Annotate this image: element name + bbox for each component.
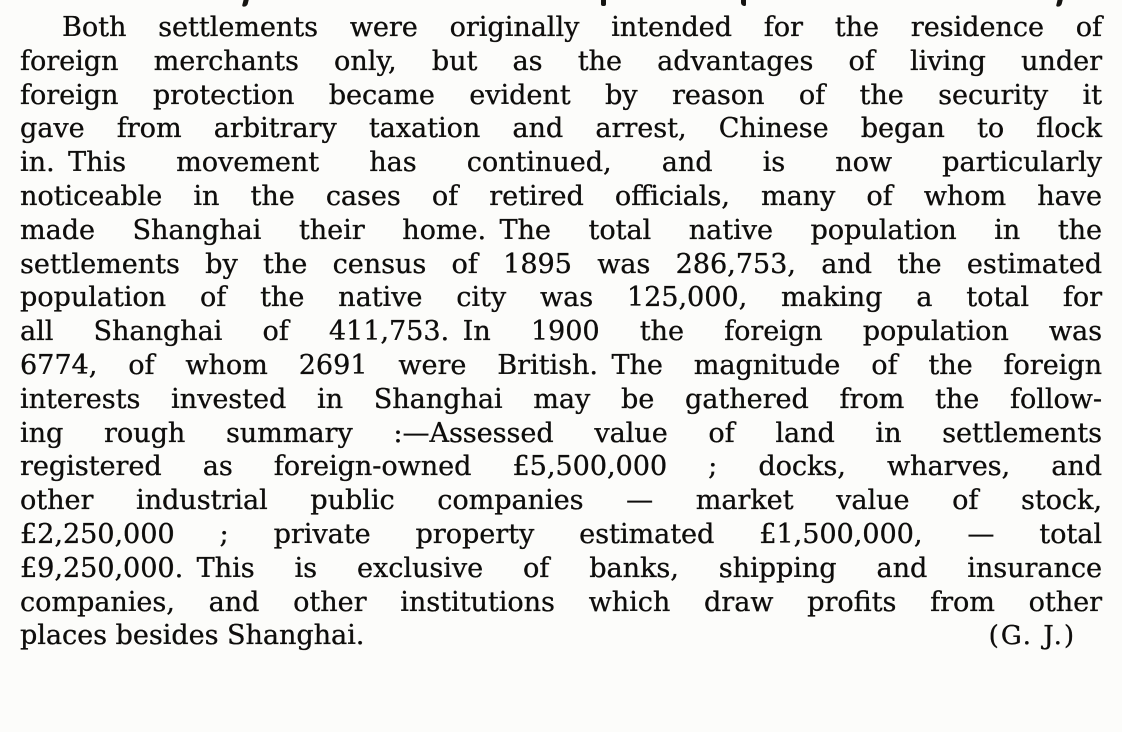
text-line: companies, and other institutions which draw profits from other xyxy=(20,586,1102,618)
text-line: registered as foreign-owned £5,500,000 ; docks, wharves, and xyxy=(20,451,1102,483)
text-line: population of the native city was 125,000, making a total for xyxy=(20,282,1102,314)
clipped-descender-fragment xyxy=(601,0,606,6)
author-initials: (G. J.) xyxy=(988,621,1076,652)
clipped-descender-fragment xyxy=(242,0,249,7)
last-line-text: places besides Shanghai. xyxy=(20,620,365,652)
text-line: noticeable in the cases of retired officials, many of whom have xyxy=(20,180,1102,212)
text-line: all Shanghai of 411,753. In 1900 the foreign population was xyxy=(20,316,1102,348)
text-line: in. This movement has continued, and is now particularly xyxy=(20,147,1102,179)
text-line: £2,250,000 ; private property estimated £1,500,000, — total xyxy=(20,518,1102,550)
text-line: other industrial public companies — market value of stock, xyxy=(20,485,1102,517)
text-line: foreign protection became evident by reason of the security it xyxy=(20,79,1102,111)
text-line: made Shanghai their home. The total native population in the xyxy=(20,214,1102,246)
text-line: ing rough summary :—Assessed value of land in settlements xyxy=(20,417,1102,449)
text-line: settlements by the census of 1895 was 286,753, and the estimated xyxy=(20,248,1102,280)
text-line: gave from arbitrary taxation and arrest, Chinese began to flock xyxy=(20,113,1102,145)
last-text-line xyxy=(20,619,1102,653)
text-line: 6774, of whom 2691 were British. The magnitude of the foreign xyxy=(20,349,1102,381)
text-line: interests invested in Shanghai may be gathered from the follow- xyxy=(20,383,1102,415)
text-line: Both settlements were originally intended for the residence of xyxy=(62,12,1102,43)
paragraph-text-block xyxy=(20,11,1102,653)
clipped-descender-fragment xyxy=(1056,0,1063,7)
text-line: £9,250,000. This is exclusive of banks, shipping and insurance xyxy=(20,552,1102,584)
text-line: foreign merchants only, but as the advantages of living under xyxy=(20,45,1102,77)
clipped-descender-fragment xyxy=(741,0,746,6)
